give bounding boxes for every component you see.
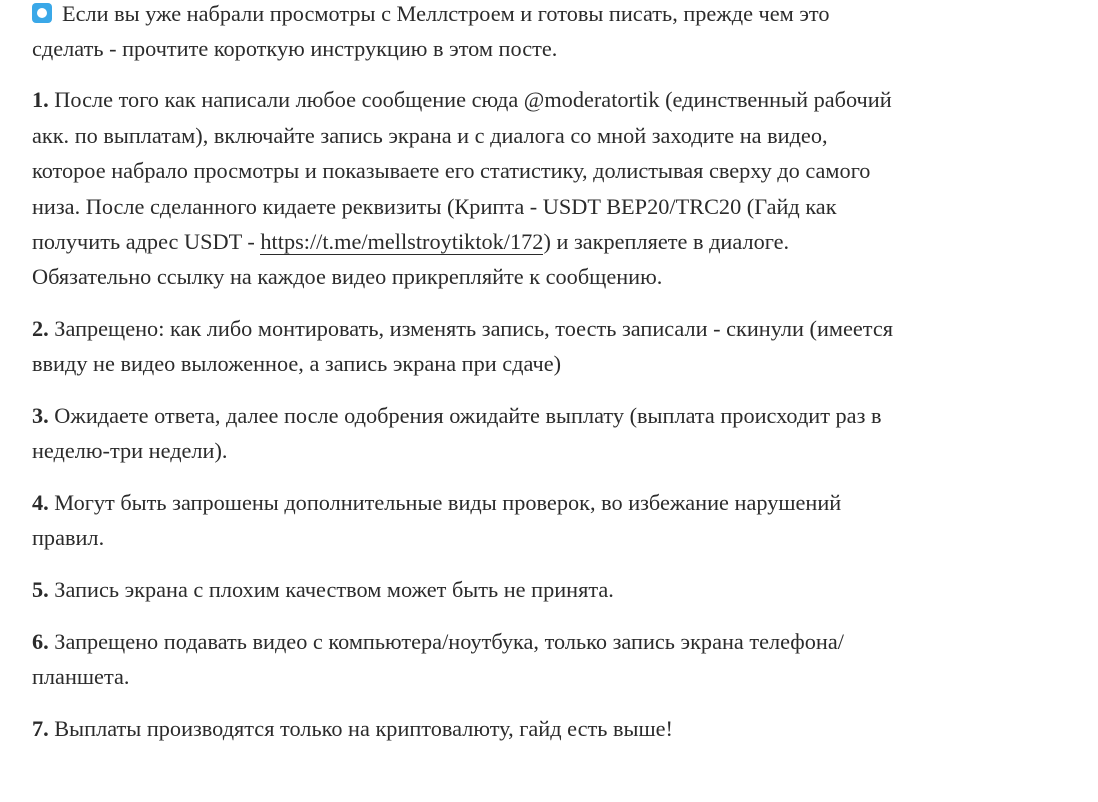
rule-text: Запрещено: как либо монтировать, изменять запись, тоесть записали - скинули (имеется ввиду не видео выложенное, а запись экрана при сдаче) xyxy=(32,316,893,377)
rule-item-7 xyxy=(32,711,902,746)
rule-text: Запись экрана с плохим качеством может быть не принята. xyxy=(48,577,614,603)
intro-text: Если вы уже набрали просмотры с Меллстроем и готовы писать, прежде чем это сделать - прочтите короткую инструкцию в этом посте. xyxy=(32,1,830,62)
rule-item-3 xyxy=(32,398,902,469)
rule-number: 6. xyxy=(32,628,49,654)
rule-item-1 xyxy=(32,82,902,294)
rule-item-2 xyxy=(32,311,902,382)
post-content xyxy=(32,0,902,762)
rule-number: 2. xyxy=(32,316,49,342)
rule-text: После того как написали любое сообщение сюда @moderatortik (единственный рабочий акк. по выплатам), включайте запись экрана и с диалога со мной заходите на видео, которое набрало просмотры и показываете его статистику, долистывая сверху до самого низа. После сделанного кидаете реквизиты (Крипта - USDT BEP20/TRC20 (Гайд как получить адрес USDT - xyxy=(32,87,892,255)
blue-square-circle-icon xyxy=(32,3,52,23)
rule-text-continued: ) и закрепляете в диалоге. Обязательно ссылку на каждое видео прикрепляйте к сообщению. xyxy=(32,229,790,290)
guide-link[interactable]: https://t.me/mellstroytiktok/172 xyxy=(260,229,544,255)
rule-number: 3. xyxy=(32,403,49,429)
rule-item-4 xyxy=(32,485,902,556)
rule-number: 4. xyxy=(32,490,49,516)
rule-number: 1. xyxy=(32,87,49,113)
rule-text: Могут быть запрошены дополнительные виды проверок, во избежание нарушений правил. xyxy=(32,490,842,551)
rule-item-5 xyxy=(32,572,902,607)
rule-item-6 xyxy=(32,624,902,695)
intro-paragraph xyxy=(32,0,902,67)
rule-text: Ожидаете ответа, далее после одобрения ожидайте выплату (выплата происходит раз в неделю-три недели). xyxy=(32,403,882,464)
rule-number: 7. xyxy=(32,715,49,741)
rule-number: 5. xyxy=(32,577,49,603)
rule-text: Выплаты производятся только на криптовалюту, гайд есть выше! xyxy=(48,715,673,741)
rule-text: Запрещено подавать видео с компьютера/ноутбука, только запись экрана телефона/планшета. xyxy=(32,628,844,690)
